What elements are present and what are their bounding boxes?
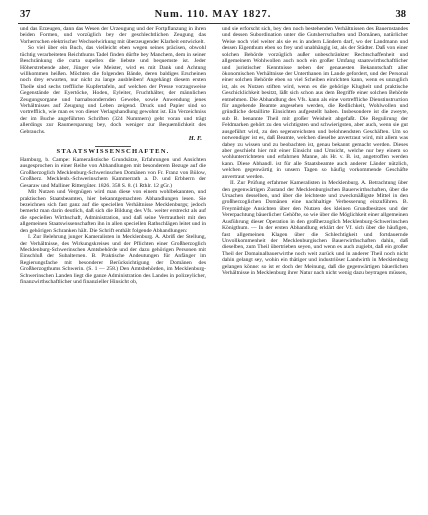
left-paragraph-2: So viel über ein Buch, das vielleicht eben wegen seines präcisen, obwohl tüchtig verarbeiteten Reichthums Tadel finden dürfte bey Manchem, dem in seiner Beschränkung die curta supellex die liebste und bequemste ist. Jeder Höherstrebende aber, Jünger wie Meister, wird es mit Dank und Achtung willkommen heißen. Möchten die folgenden Bände, deren baldiges Erscheinen noch drey erwarten, nur nicht zu lange ausbleiben! Angehängt diesem ersten Theile sind sechs treffliche Kupfertafeln, auf welchen der Presse vorzugsweise Gegenstände der Eyertöcke, Hoden, Eyleiter, Fruchthälter, der männlichen Zeugungsorgane und harnabsondernden Gewebe, sowie Anwendung jenes Verhältnisses auf Zeugung und Leben zeigend. Druck und Papier sind so vortrefflich, wie man es von dieser Verlagshandlung gewohnt ist. Ein Verzeichniss der im Buche angeführten Schriften (324 Nummern) geht voran und trägt allerdings zur Raumersparung bey, doch weniger zur Bequemlichkeit des Gebrauchs. <box>20 45 206 135</box>
page-header <box>20 9 406 23</box>
section-heading: STAATSWISSENSCHAFTEN. <box>56 147 170 155</box>
left-paragraph-5: I. Zur Belehrung junger Kameralisten in Mecklenburg. A. Abriß der Stellung, der Verhältnisse, des Wirkungskreises und der Pflichten einer Großherzoglich Mecklenburg-Schwerinschen Amtsbehörde und der dazu gehörigen Personen mit Einschluß der Subalternen. B. Praktische Andeutungen für Anfänger im Regierungsfache mit besonderer Berücksichtigung der Domänen des Großherzogthums Schwerin. (S. 1 — 258.) Den Amtsbehörden, im Mecklenburg-Schwerinschen Landen liegt die ganze Administration des Landes in polizeylicher, finanzwirthschaftlicher und finanzieller Hinsicht ob, <box>20 234 206 286</box>
page-number-left: 37 <box>20 9 31 20</box>
right-paragraph-1: und sie erforscht sich, bey den noch bestehenden Verhältnissen des Bauernstandes und dessen Subordination unter die Gutsherrschaften und Domänen, natürlicher Weise noch viel weiter als sie es in andern Ländern darf, wo der Landmann und dessen Eigenthum eben so frey und unabhängig ist, als der Städter. Daß von einer solchen Behörde vorzüglich außer unbeschränkter Rechtschaffenheit und allgemeinem Wohlwollen auch noch ein großer Umfang staatswirthschaftlicher und juristischer Kenntnisse neben der genauesten Bekanntschaft aller ökonomischen Verhältnisse der Unterthanen im Lande gefordert, und der Personal einer solchen Behörde eben so viel Scheiben einrichten kann, wenn es unzuglich ist, als es Nutzen stiften wird, wenn es die gehörige Klugheit und praktische Geschicklichkeit besitzt, läßt sich schon aus dem Begriffe einer solchen Behörde entnehmen. Die Abhandlung des Vfs. kann als eine vortreffliche Dienstinstruction für angehende Beamte angesehen werden, die Redlichkeit, Wohlwollen und gründliche detaillirte Einsichten aufgestellt haben. Insbesondere ist die zweyte, sub B. benannte Theil mit großer Weisheit abgefaßt. Die Regulirung der Feldmarken gehört zu den wichtigsten und schwierigsten, aber auch, wenn sie gut ausgeführt wird, zu den segensreichsten und belohnendsten Geschäften. Um so notwendiger ist es, daß Beamte, welchen dieselbe anvertraut wird, mit allem was dabey zu wissen und zu beobachten ist, genau bekannt gemacht werden. Dieses aber geschieht hier mit einer Einsicht und Umsicht, welche nur bey einem so wohlunterrichteten und erfahrnen Manne, als Hr. v. B. ist, angetroffen werden kann. Diese Abhandl. ist für alle Staatsbeamte auch anderer Länder nützlich, welchen gegenwärtig in unsern Tagen so häufig vorkommende Geschäfte anvertraut werden. <box>222 26 408 180</box>
right-paragraph-2: II. Zur Prüfung erfahrner Kameralisten in Mecklenburg. A. Betrachtung über den gegenwärtigen Zustand der Mecklenburgischen Bauerwirthschaften, über die Ursachen desselben, und über die leichteste und zweckmäßigste Mittel in den großherzoglichen Domänen eine nachhaltige Verbesserung einzuführen. B. Freymüthige Ansichten über den Nutzen des kleinen Grundbesitzes und der Vererpachtung bäuerlicher Gehöfte, so wie über die Möglichkeit einer allgemeinen Ausführung dieser Operation in den großherzoglich Mecklenburg-Schwerinschen Königthum. — In der ersten Abhandlung erklärt der Vf. sich über die häufigen, fast allgemeinen Klagen über die Schlechtigkeit und fortdauernde Unvollkommenheit der Mecklenburgischen Bauerwirthschaften dahin, daß dieselben, zum Theil übertrieben seyen, und wenn es auch zugiebt, daß ein großer Theil der Domainalbauerwirthe noch weit zurück und in anderer Theil noch nicht dahin gelangt sey, wohin ein thätiger und industriöser Landwirth in Mecklenburg gelangen könne: so ist er doch der Meinung, daß die gegenwärtigen bäuerlichen Verhältnisse in Mecklenburg ihrer Natur nach nicht wenig dazu beytragen müssen, <box>222 180 408 277</box>
book-citation: Hamburg, b. Campe: Kameralistische Grundsätze, Erfahrungen und Ansichten ausgesprochen in einer Reihe von Abhandlungen mit besonderem Bezuge auf die Großherzoglich Mecklenburg-Schwerinschen Domänen von Fr. Franz von Bülow, Großherz. Mecklenb.-Schwerinschem Kammerrath a. D. und Erbherrn der Gesaraw und Malliner Rittergüter. 1826. 358 S. 8. (1 Rthlr. 12 gGr.) <box>20 157 206 189</box>
issue-date-header: Num. 110. MAY 1827. <box>154 9 272 20</box>
left-paragraph-4: Mit Nutzen und Vergnügen wird man diese von einem wohlbekannten, und praktischen Staatsbeamten, hier bekanntgemachten Abhandlungen lesen. Sie bezeichnen sich fast ganz auf die speciellen Verhältnisse Mecklenburgs; jedoch bemerkt man darin deutlich, daß sich die Bildung des Vfs. weiter erstreckt als auf die speciellen Wirthschaft, Administration, und daß seine Vertrautheit mit den allgemeinen Staatswissenschaften ihn in allen speciellen Rathschlägen leitet und in den gehörigen Schranken hält. Die Schrift enthält folgende Abhandlungen: <box>20 189 206 234</box>
header-rule <box>18 23 410 24</box>
section-divider <box>95 146 131 147</box>
page-number-right: 38 <box>395 9 406 20</box>
left-column <box>20 26 206 285</box>
right-column <box>222 26 408 276</box>
left-paragraph-1: und das Erzeugen, dann das Wesen der Urzeugung und der Fortpflanzung in ihren beiden Formen, und vorzüglich bey der geschlechtlichen Zeugung das Vorherrschen elektrischer Wechselwirkung mit überzeugender Klarheit entwickelt. <box>20 26 206 45</box>
review-signature: H. F. <box>188 135 202 143</box>
